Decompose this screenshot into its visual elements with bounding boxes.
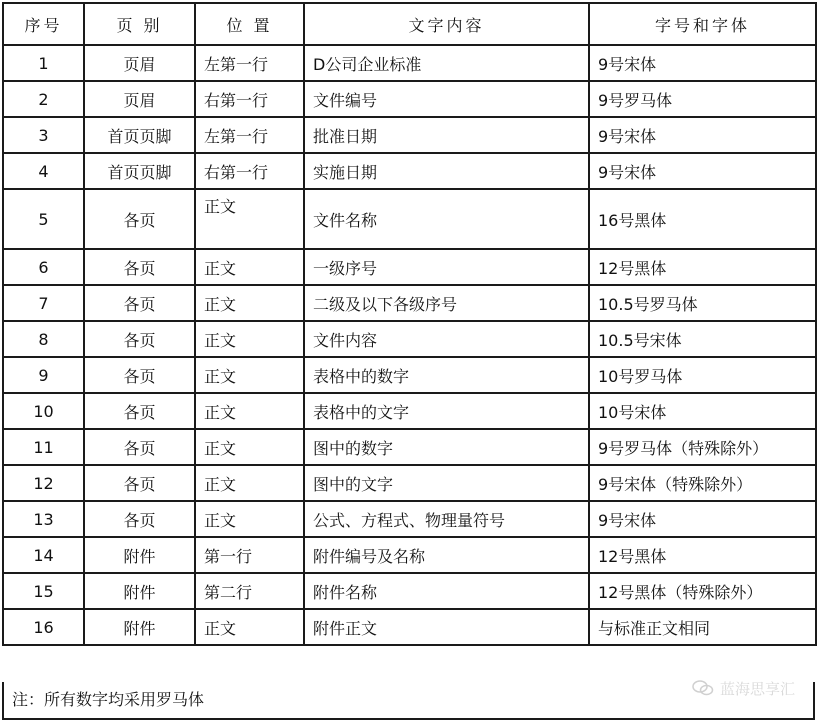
cell-no: 14: [3, 537, 84, 573]
cell-no: 7: [3, 285, 84, 321]
cell-no: 10: [3, 393, 84, 429]
cell-content: 附件编号及名称: [304, 537, 589, 573]
cell-page: 首页页脚: [84, 153, 195, 189]
cell-font: 12号黑体: [589, 249, 816, 285]
cell-font: 9号宋体: [589, 117, 816, 153]
table-row: [3, 537, 816, 573]
cell-position: 正文: [195, 285, 304, 321]
font-spec-table: [2, 2, 817, 646]
cell-font: 10号罗马体: [589, 357, 816, 393]
cell-page: 各页: [84, 429, 195, 465]
cell-no: 13: [3, 501, 84, 537]
table-row: [3, 285, 816, 321]
cell-content: 批准日期: [304, 117, 589, 153]
cell-position: 正文: [195, 501, 304, 537]
cell-content: 文件编号: [304, 81, 589, 117]
cell-position: 右第一行: [195, 153, 304, 189]
cell-no: 1: [3, 45, 84, 81]
table-row: [3, 81, 816, 117]
cell-page: 页眉: [84, 45, 195, 81]
cell-position: 正文: [195, 429, 304, 465]
cell-no: 4: [3, 153, 84, 189]
cell-position: 正文: [195, 357, 304, 393]
cell-no: 15: [3, 573, 84, 609]
header-page: 页 别: [84, 3, 195, 45]
table-row: [3, 249, 816, 285]
table-row: [3, 45, 816, 81]
cell-font: 与标准正文相同: [589, 609, 816, 645]
cell-position: 正文: [195, 393, 304, 429]
table-row: [3, 429, 816, 465]
cell-font: 10号宋体: [589, 393, 816, 429]
cell-content: 实施日期: [304, 153, 589, 189]
table-row: [3, 465, 816, 501]
footnote: 注：所有数字均采用罗马体: [2, 682, 815, 720]
cell-position: 正文: [195, 465, 304, 501]
cell-no: 12: [3, 465, 84, 501]
cell-page: 首页页脚: [84, 117, 195, 153]
cell-position: 左第一行: [195, 45, 304, 81]
cell-content: 图中的文字: [304, 465, 589, 501]
cell-content: D公司企业标准: [304, 45, 589, 81]
cell-font: 9号宋体: [589, 45, 816, 81]
cell-font: 12号黑体（特殊除外）: [589, 573, 816, 609]
table-row: [3, 321, 816, 357]
cell-position: 第二行: [195, 573, 304, 609]
table-row: [3, 573, 816, 609]
cell-page: 各页: [84, 249, 195, 285]
cell-position: 正文: [195, 249, 304, 285]
cell-font: 9号罗马体: [589, 81, 816, 117]
cell-position: 正文: [195, 189, 304, 249]
cell-content: 文件内容: [304, 321, 589, 357]
cell-font: 10.5号罗马体: [589, 285, 816, 321]
cell-font: 9号宋体（特殊除外）: [589, 465, 816, 501]
cell-page: 附件: [84, 573, 195, 609]
watermark: [692, 677, 795, 699]
header-no: 序号: [3, 3, 84, 45]
cell-page: 各页: [84, 393, 195, 429]
cell-content: 公式、方程式、物理量符号: [304, 501, 589, 537]
cell-page: 附件: [84, 537, 195, 573]
cell-content: 表格中的文字: [304, 393, 589, 429]
cell-page: 各页: [84, 501, 195, 537]
cell-no: 16: [3, 609, 84, 645]
cell-font: 12号黑体: [589, 537, 816, 573]
table-row: [3, 117, 816, 153]
table-row: [3, 501, 816, 537]
cell-font: 16号黑体: [589, 189, 816, 249]
cell-content: 文件名称: [304, 189, 589, 249]
table-row: [3, 609, 816, 645]
cell-content: 图中的数字: [304, 429, 589, 465]
cell-position: 正文: [195, 321, 304, 357]
header-font: 字号和字体: [589, 3, 816, 45]
cell-content: 一级序号: [304, 249, 589, 285]
cell-position: 正文: [195, 609, 304, 645]
header-position: 位 置: [195, 3, 304, 45]
cell-page: 各页: [84, 285, 195, 321]
cell-page: 各页: [84, 321, 195, 357]
cell-page: 附件: [84, 609, 195, 645]
cell-font: 9号罗马体（特殊除外）: [589, 429, 816, 465]
cell-no: 2: [3, 81, 84, 117]
cell-no: 3: [3, 117, 84, 153]
cell-page: 各页: [84, 189, 195, 249]
table-row: [3, 393, 816, 429]
table-row: [3, 153, 816, 189]
cell-font: 9号宋体: [589, 501, 816, 537]
cell-font: 10.5号宋体: [589, 321, 816, 357]
cell-no: 6: [3, 249, 84, 285]
cell-font: 9号宋体: [589, 153, 816, 189]
header-content: 文字内容: [304, 3, 589, 45]
cell-page: 各页: [84, 465, 195, 501]
cell-no: 11: [3, 429, 84, 465]
cell-content: 二级及以下各级序号: [304, 285, 589, 321]
cell-no: 5: [3, 189, 84, 249]
header-row: [3, 3, 816, 45]
cell-position: 第一行: [195, 537, 304, 573]
cell-position: 右第一行: [195, 81, 304, 117]
cell-content: 附件正文: [304, 609, 589, 645]
cell-page: 页眉: [84, 81, 195, 117]
cell-page: 各页: [84, 357, 195, 393]
cell-content: 表格中的数字: [304, 357, 589, 393]
table-row: [3, 357, 816, 393]
cell-no: 8: [3, 321, 84, 357]
cell-position: 左第一行: [195, 117, 304, 153]
watermark-text: 蓝海思享汇: [719, 679, 795, 698]
wechat-icon: [692, 679, 714, 697]
cell-no: 9: [3, 357, 84, 393]
cell-content: 附件名称: [304, 573, 589, 609]
table-row: [3, 189, 816, 249]
